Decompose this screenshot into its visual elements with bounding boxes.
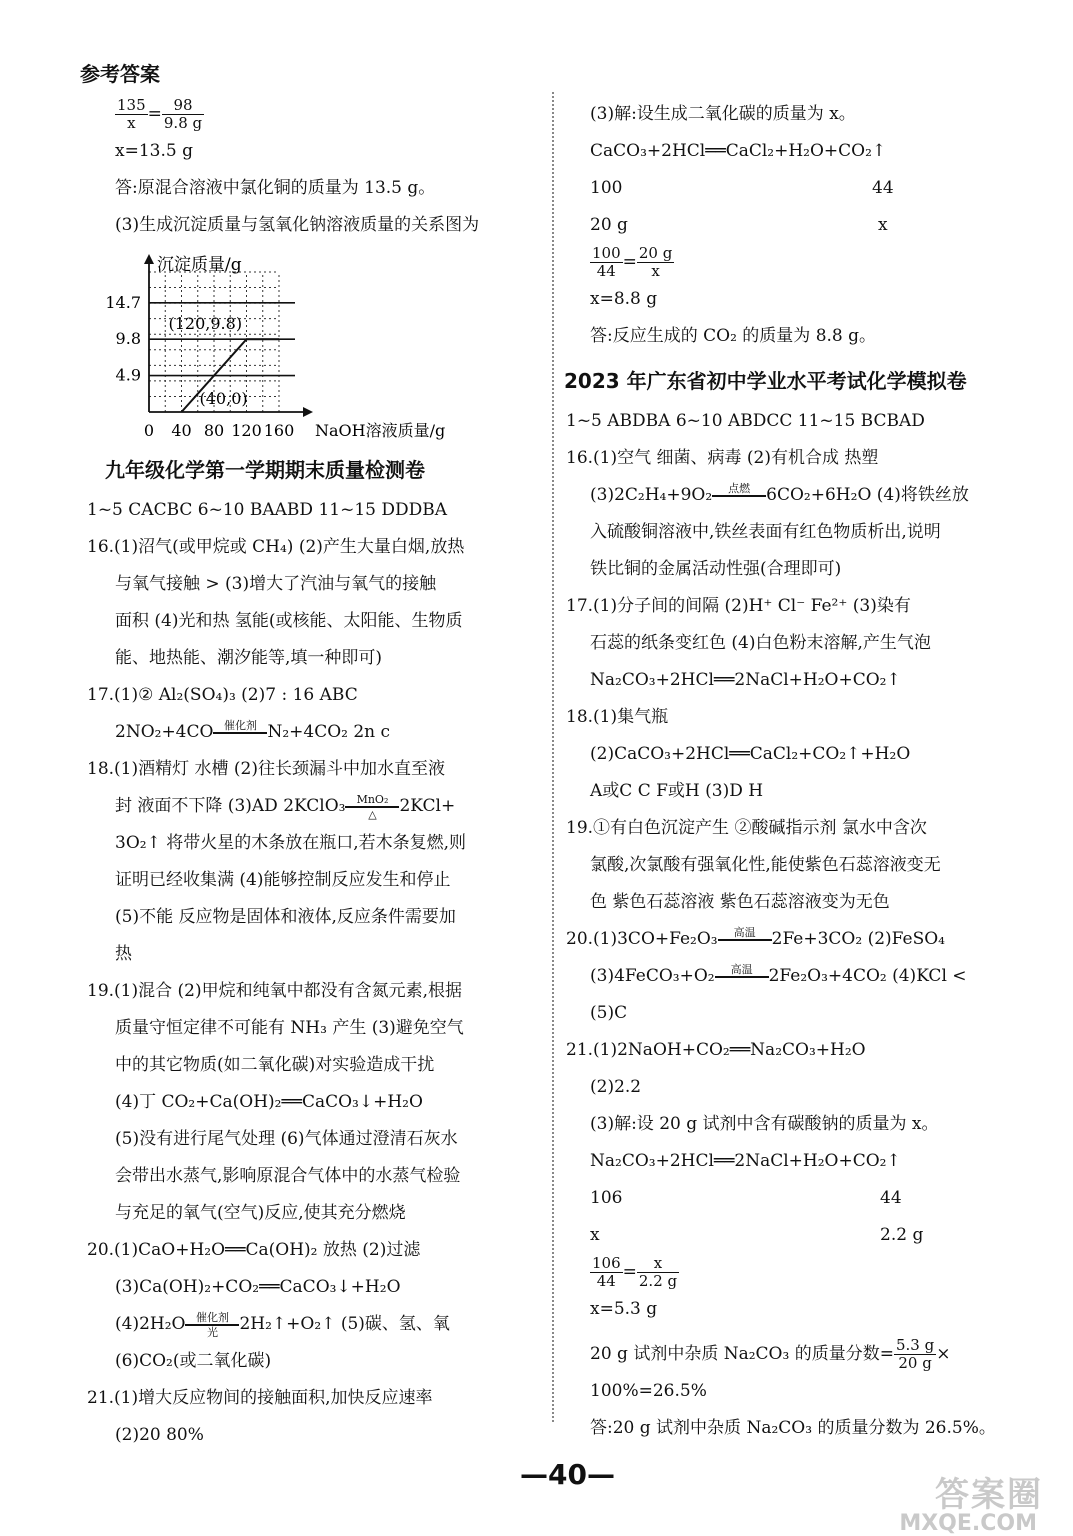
x-tick-label: 0 xyxy=(143,421,155,440)
x-tick-label: 120 xyxy=(231,421,262,440)
page-header: 参考答案 xyxy=(80,62,160,86)
q20-equation: (3)4FeCO₃+O₂ 高温 2Fe₂O₃+4CO₂ (4)KCl < xyxy=(590,958,1010,995)
q16-line: 铁比铜的金属活动性强(合理即可) xyxy=(590,559,842,579)
answer-line: 答:反应生成的 CO₂ 的质量为 8.8 g。 xyxy=(590,326,877,346)
q18-line: 18.(1)集气瓶 xyxy=(566,707,669,727)
q16-line: 与氧气接触 > (3)增大了汽油与氧气的接触 xyxy=(115,574,437,594)
q19-line: (5)没有进行尾气处理 (6)气体通过澄清石灰水 xyxy=(115,1129,458,1149)
y-tick-label: 9.8 xyxy=(115,329,141,349)
given-value: x xyxy=(590,1225,600,1245)
fraction: $\frac{5.3 g}{20 g}$ xyxy=(895,1336,935,1372)
q19-line: 中的其它物质(如二氧化碳)对实验造成干扰 xyxy=(115,1055,435,1075)
q18-line: (5)不能 反应物是固体和液体,反应条件需要加 xyxy=(115,907,456,927)
precipitate-chart xyxy=(105,244,529,444)
mass-value: 44 xyxy=(872,178,894,198)
q21-line: (3)解:设 20 g 试剂中含有碳酸钠的质量为 x。 xyxy=(590,1114,939,1134)
q18-line: (2)CaCO₃+2HCl══CaCl₂+CO₂↑+H₂O xyxy=(590,744,911,764)
q20-line: (3)Ca(OH)₂+CO₂══CaCO₃↓+H₂O xyxy=(115,1277,401,1297)
x-tick-label: 160 xyxy=(263,421,295,440)
mass-fraction-line: 20 g 试剂中杂质 Na₂CO₃ 的质量分数= $\frac{5.3 g}{20 g}$ × xyxy=(590,1336,951,1372)
q17-line: 石蕊的纸条变红色 (4)白色粉末溶解,产生气泡 xyxy=(590,633,931,653)
reaction-condition: MnO₂ △ xyxy=(345,794,399,820)
q18-equation: 封 液面不下降 (3)AD 2KClO₃ MnO₂ △ 2KCl+ xyxy=(115,792,456,821)
q16-equation: (3)2C₂H₄+9O₂ 点燃 6CO₂+6H₂O (4)将铁丝放 xyxy=(590,477,1010,514)
mass-row xyxy=(590,1180,1010,1217)
mass-row xyxy=(590,170,1010,207)
q19-line: 会带出水蒸气,影响原混合气体中的水蒸气检验 xyxy=(115,1166,461,1186)
q19-line: 19.①有白色沉淀产生 ②酸碱指示剂 氯水中含次 xyxy=(566,818,927,838)
chart-svg xyxy=(105,244,529,444)
percent-line: 100%=26.5% xyxy=(590,1381,707,1401)
given-value: 2.2 g xyxy=(880,1225,924,1245)
q16-line: 16.(1)空气 细菌、病毒 (2)有机合成 热塑 xyxy=(566,448,879,468)
reaction-condition: 高温 xyxy=(718,927,772,953)
equation: CaCO₃+2HCl══CaCl₂+H₂O+CO₂↑ xyxy=(590,141,887,161)
given-row xyxy=(590,1217,1010,1254)
reaction-condition: 高温 xyxy=(715,964,769,990)
q19-line: 与充足的氧气(空气)反应,使其充分燃烧 xyxy=(115,1203,406,1223)
fraction: $\frac{135}{x}$ xyxy=(117,96,146,132)
given-row xyxy=(590,207,1010,244)
mass-value: 100 xyxy=(590,178,623,198)
q18-line: 18.(1)酒精灯 水槽 (2)往长颈漏斗中加水直至液 xyxy=(87,759,446,779)
q20-equation: (4)2H₂O 催化剂 光 2H₂↑+O₂↑ (5)碳、氢、氧 xyxy=(115,1310,450,1339)
x-axis-label: NaOH溶液质量/g xyxy=(315,421,446,440)
y-axis-arrow xyxy=(144,254,154,264)
fraction: $\frac{106}{44}$ xyxy=(592,1254,621,1290)
x-result: x=5.3 g xyxy=(590,1299,658,1319)
q17-line: 17.(1)② Al₂(SO₄)₃ (2)7 : 16 ABC xyxy=(87,685,358,705)
page-number: —40— xyxy=(520,1458,615,1491)
x-result: x=13.5 g xyxy=(115,141,193,161)
reaction-condition: 催化剂 xyxy=(213,720,267,746)
q21-line: 21.(1)2NaOH+CO₂══Na₂CO₃+H₂O xyxy=(566,1040,866,1060)
q19-line: 质量守恒定律不可能有 NH₃ 产生 (3)避免空气 xyxy=(115,1018,464,1038)
q20-line: 20.(1)CaO+H₂O══Ca(OH)₂ 放热 (2)过滤 xyxy=(87,1240,421,1260)
q16-line: 16.(1)沼气(或甲烷或 CH₄) (2)产生大量白烟,放热 xyxy=(87,537,465,557)
ratio-equation: $\frac{100}{44}$ = $\frac{20 g}{x}$ xyxy=(592,244,673,280)
reaction-condition: 点燃 xyxy=(712,483,766,509)
ratio-equation: $\frac{106}{44}$ = $\frac{x}{2.2 g}$ xyxy=(592,1254,678,1290)
answer-line: 答:20 g 试剂中杂质 Na₂CO₃ 的质量分数为 26.5%。 xyxy=(590,1418,996,1438)
q3-intro: (3)生成沉淀质量与氢氧化钠溶液质量的关系图为 xyxy=(115,215,480,235)
q20-equation: 20.(1)3CO+Fe₂O₃ 高温 2Fe+3CO₂ (2)FeSO₄ xyxy=(566,921,1010,958)
fraction: $\frac{98}{9.8 g}$ xyxy=(163,96,203,132)
q3-intro: (3)解:设生成二氧化碳的质量为 x。 xyxy=(590,104,856,124)
q21-line: Na₂CO₃+2HCl══2NaCl+H₂O+CO₂↑ xyxy=(590,1151,901,1171)
section-title: 2023 年广东省初中学业水平考试化学模拟卷 xyxy=(564,369,967,393)
given-value: 20 g xyxy=(590,215,628,235)
y-tick-label: 14.7 xyxy=(105,292,141,312)
mass-value: 44 xyxy=(880,1188,902,1208)
y-tick-label: 4.9 xyxy=(115,365,141,385)
q17-equation: 2NO₂+4CO 催化剂 N₂+4CO₂ 2n c xyxy=(115,714,525,751)
right-column xyxy=(564,96,1010,1447)
q19-line: 氯酸,次氯酸有强氧化性,能使紫色石蕊溶液变无 xyxy=(590,855,941,875)
q19-line: (4)丁 CO₂+Ca(OH)₂══CaCO₃↓+H₂O xyxy=(115,1092,423,1112)
q17-line: 17.(1)分子间的间隔 (2)H⁺ Cl⁻ Fe²⁺ (3)染有 xyxy=(566,596,911,616)
q21-line: 21.(1)增大反应物间的接触面积,加快反应速率 xyxy=(87,1388,433,1408)
q21-line: (2)2.2 xyxy=(590,1077,642,1097)
reaction-condition: 催化剂 光 xyxy=(185,1312,239,1338)
fraction: $\frac{x}{2.2 g}$ xyxy=(638,1254,678,1290)
q19-line: 色 紫色石蕊溶液 紫色石蕊溶液变为无色 xyxy=(590,892,890,912)
given-value: x xyxy=(878,215,888,235)
ratio-equation: $\frac{135}{x}$ = $\frac{98}{9.8 g}$ xyxy=(117,96,203,132)
watermark-url: MXQE.COM xyxy=(899,1511,1037,1536)
mc-answers: 1~5 CACBC 6~10 BAABD 11~15 DDDBA xyxy=(87,500,448,520)
q17-line: Na₂CO₃+2HCl══2NaCl+H₂O+CO₂↑ xyxy=(590,670,901,690)
point-annotation: (120,9.8) xyxy=(168,314,243,334)
q19-line: 19.(1)混合 (2)甲烷和纯氧中都没有含氮元素,根据 xyxy=(87,981,463,1001)
q18-line: 证明已经收集满 (4)能够控制反应发生和停止 xyxy=(115,870,451,890)
q21-line: (2)20 80% xyxy=(115,1425,204,1445)
q16-line: 能、地热能、潮汐能等,填一种即可) xyxy=(115,648,383,668)
y-axis-label: 沉淀质量/g xyxy=(157,255,242,275)
q18-line: 热 xyxy=(115,944,132,964)
mc-answers: 1~5 ABDBA 6~10 ABDCC 11~15 BCBAD xyxy=(566,411,925,431)
point-annotation: (40,0) xyxy=(199,389,248,408)
answer-line: 答:原混合溶液中氯化铜的质量为 13.5 g。 xyxy=(115,178,436,198)
column-divider xyxy=(552,92,554,1422)
watermark-logo: 答案圈 xyxy=(935,1475,1043,1515)
q16-line: 入硫酸铜溶液中,铁丝表面有红色物质析出,说明 xyxy=(590,522,941,542)
q18-line: 3O₂↑ 将带火星的木条放在瓶口,若木条复燃,则 xyxy=(115,833,467,853)
q20-line: (5)C xyxy=(590,1003,628,1023)
fraction: $\frac{100}{44}$ xyxy=(592,244,621,280)
q16-line: 面积 (4)光和热 氢能(或核能、太阳能、生物质 xyxy=(115,611,463,631)
q18-line: A或C C F或H (3)D H xyxy=(590,781,764,801)
fraction: $\frac{20 g}{x}$ xyxy=(638,244,673,280)
section-title: 九年级化学第一学期期末质量检测卷 xyxy=(105,458,425,482)
q20-line: (6)CO₂(或二氧化碳) xyxy=(115,1351,272,1371)
x-tick-label: 40 xyxy=(171,421,192,440)
x-result: x=8.8 g xyxy=(590,289,658,309)
left-column xyxy=(87,96,525,1454)
x-tick-label: 80 xyxy=(203,421,225,440)
mass-value: 106 xyxy=(590,1188,623,1208)
x-axis-arrow xyxy=(303,407,313,417)
